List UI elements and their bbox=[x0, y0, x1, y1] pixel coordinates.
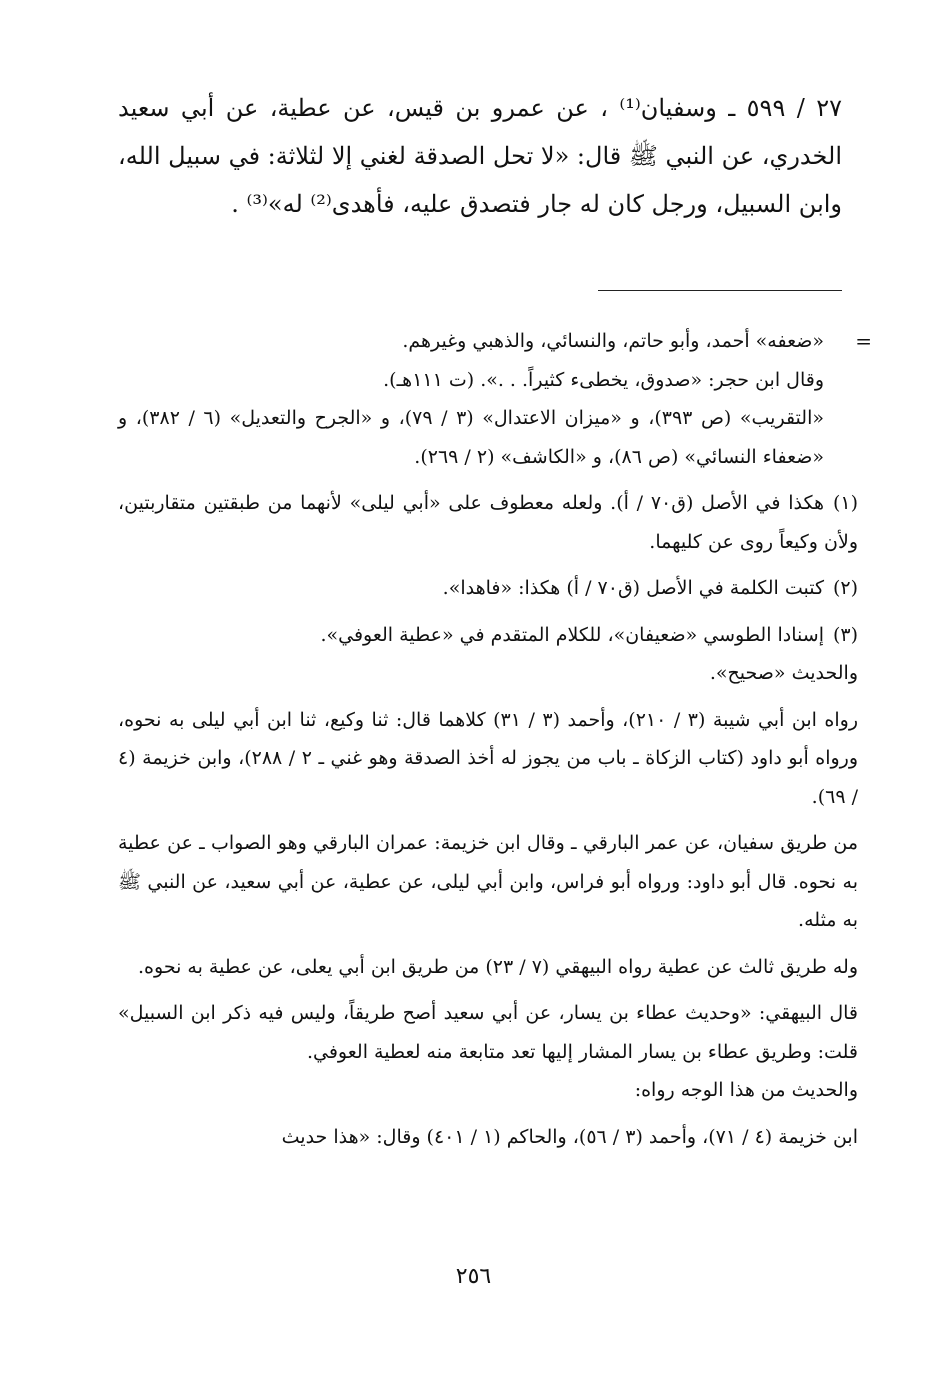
hadith-paragraph: ٢٧ / ٥٩٩ ـ وسفيان⁽¹⁾ ، عن عمرو بن قيس، عن عطية، عن أبي سعيد الخدري، عن النبي ﷺ قال: «لا تحل الصدقة لغني إلا لثلاثة: في سبيل الله، وابن السبيل، ورجل كان له جار فتصدق عليه، فأهدى⁽²⁾ له»⁽³⁾ . bbox=[118, 94, 843, 218]
footnote-number: (١) bbox=[832, 492, 858, 514]
continuation-mark: = bbox=[855, 329, 872, 353]
page-number: ٢٥٦ bbox=[455, 1264, 492, 1289]
footnote-number: (٣) bbox=[832, 623, 858, 646]
commentary-paragraph: من طريق سفيان، عن عمر البارقي ـ وقال ابن خزيمة: عمران البارقي وهو الصواب ـ عن عطية به نحوه. قال أبو داود: ورواه أبو فراس، وابن أبي ليلى، عن عطية، عن أبي سعيد، عن النبي ﷺ به مثله. bbox=[118, 832, 858, 931]
footnote-continuation-line: «التقريب» (ص ٣٩٣)، و «ميزان الاعتدال» (٣ / ٧٩)، و «الجرح والتعديل» (٦ / ٣٨٢)، و «ضعفاء النسائي» (ص ٨٦)، و «الكاشف» (٢ / ٢٦٩). bbox=[118, 407, 824, 468]
footnote-separator bbox=[598, 290, 842, 291]
hadith-text bbox=[118, 84, 842, 228]
footnote-text: إسنادا الطوسي «ضعيفان»، للكلام المتقدم في «عطية العوفي». bbox=[320, 623, 824, 646]
commentary-paragraph: والحديث «صحيح». bbox=[709, 662, 858, 684]
commentary-paragraph: قال البيهقي: «وحديث عطاء بن يسار، عن أبي سعيد أصح طريقاً، وليس فيه ذكر ابن السبيل» قلت: وطريق عطاء بن يسار المشار إليها تعد متابعة منه لعطية العوفي. bbox=[118, 1002, 858, 1063]
commentary-paragraph: وله طريق ثالث عن عطية رواه البيهقي (٧ / ٢٣) من طريق ابن أبي يعلى، عن عطية به نحوه. bbox=[138, 955, 858, 978]
footnote-text: هكذا في الأصل (ق٧٠ / أ). ولعله معطوف على «أبي ليلى» لأنهما من طبقتين متقاربتين، ولأن وكيعاً روى عن كليهما. bbox=[118, 492, 858, 553]
commentary-paragraph: والحديث من هذا الوجه رواه: bbox=[634, 1079, 858, 1101]
footnote-3 bbox=[118, 616, 858, 655]
footnote-continuation-line: «ضعفه» أحمد، وأبو حاتم، والنسائي، والذهبي وغيرهم. bbox=[402, 330, 824, 352]
footnote-number: (٢) bbox=[832, 577, 858, 599]
footnote-continuation-line: وقال ابن حجر: «صدوق، يخطىء كثيراً. . .». (ت ١١١هـ). bbox=[383, 368, 824, 391]
footnote-2 bbox=[118, 569, 858, 608]
footnote-1 bbox=[118, 484, 858, 561]
footnotes bbox=[118, 322, 872, 1156]
footnote-text: كتبت الكلمة في الأصل (ق٧٠ / أ) هكذا: «فاهدا». bbox=[442, 577, 824, 599]
commentary-paragraph: ابن خزيمة (٤ / ٧١)، وأحمد (٣ / ٥٦)، والحاكم (١ / ٤٠١) وقال: «هذا حديث bbox=[281, 1125, 858, 1148]
commentary-paragraph: رواه ابن أبي شيبة (٣ / ٢١٠)، وأحمد (٣ / ٣١) كلاهما قال: ثنا وكيع، ثنا ابن أبي ليلى به نحوه، ورواه أبو داود (كتاب الزكاة ـ باب من يجوز له أخذ الصدقة وهو غني ـ ٢ / ٢٨٨)، وابن خزيمة (٤ / ٦٩). bbox=[118, 708, 859, 808]
